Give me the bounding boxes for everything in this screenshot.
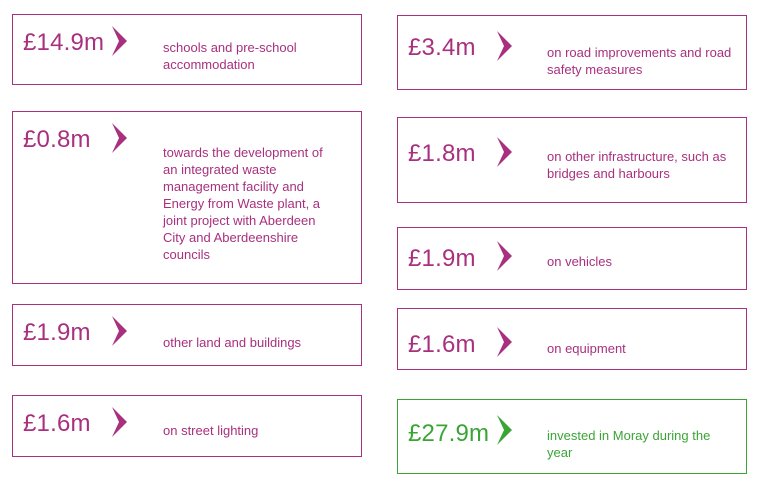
chevron-arrow-icon [495, 29, 515, 63]
spend-card-street-lighting [12, 395, 362, 457]
chevron-arrow-icon [495, 325, 515, 359]
spend-description: on vehicles [547, 254, 613, 269]
spend-amount: £14.9m [23, 29, 105, 56]
spend-description: on other infrastructure, such as bridges and harbours [547, 149, 727, 181]
spend-description: other land and buildings [163, 335, 302, 350]
spend-card-equipment [397, 308, 747, 370]
spend-amount: £1.9m [23, 319, 91, 346]
spend-card-road-improvements [397, 15, 747, 90]
chevron-arrow-icon [495, 135, 515, 169]
spend-card-total-invested [397, 399, 747, 474]
spend-amount: £1.6m [408, 331, 476, 358]
spend-description: on road improvements and road safety measures [547, 45, 732, 77]
total-amount: £27.9m [408, 420, 490, 447]
chevron-arrow-icon [110, 24, 130, 58]
chevron-arrow-icon [110, 121, 130, 155]
spend-card-vehicles [397, 227, 747, 290]
spend-amount: £3.4m [408, 34, 476, 61]
spend-card-schools [12, 14, 362, 85]
spend-amount: £0.8m [23, 126, 91, 153]
chevron-arrow-icon [110, 314, 130, 348]
chevron-arrow-icon [110, 405, 130, 439]
chevron-arrow-icon [495, 413, 515, 447]
spend-card-other-infrastructure [397, 117, 747, 203]
spend-card-waste-facility [12, 111, 362, 284]
spend-description: on equipment [547, 341, 626, 356]
spend-amount: £1.9m [408, 245, 476, 272]
spend-description: towards the development of an integrated waste management facility and Energy from Waste plant, a joint project with Aberdeen City and Aberdeenshire councils [163, 145, 323, 262]
total-description: invested in Moray during the year [547, 428, 711, 460]
spend-amount: £1.6m [23, 410, 91, 437]
spend-amount: £1.8m [408, 140, 476, 167]
spend-description: schools and pre-school accommodation [163, 40, 297, 72]
chevron-arrow-icon [495, 239, 515, 273]
spend-description: on street lighting [163, 423, 259, 438]
spend-card-land-buildings [12, 304, 362, 366]
